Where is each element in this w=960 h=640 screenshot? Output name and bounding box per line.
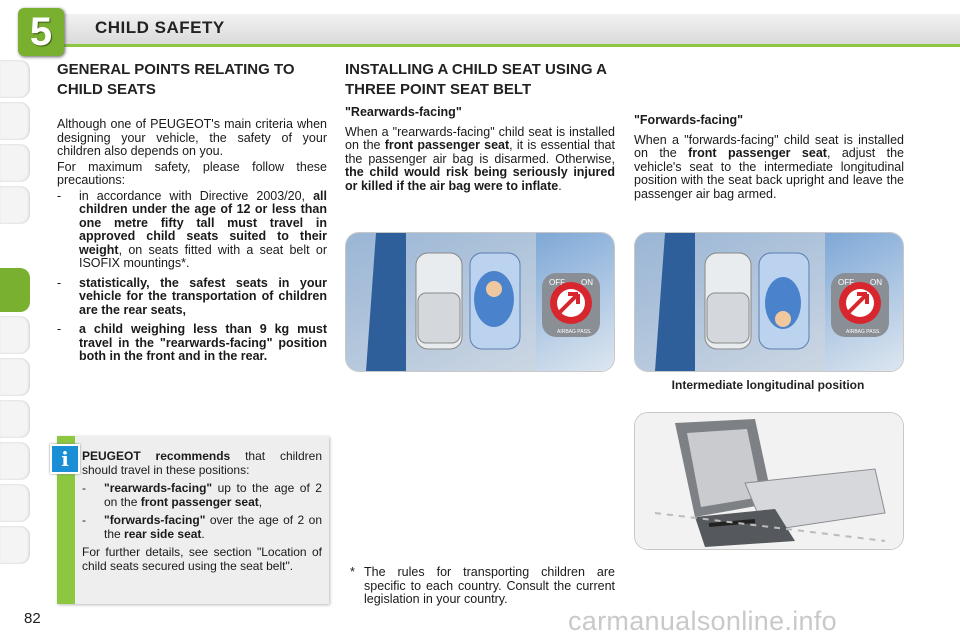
chapter-tab-4[interactable]: [0, 186, 30, 224]
page-number: 82: [24, 610, 41, 627]
forwards-seat-illustration: [634, 232, 904, 372]
footnote-mark: *: [350, 565, 355, 579]
chapter-tab-1[interactable]: [0, 60, 30, 98]
info-icon: i: [50, 444, 80, 474]
rearwards-warning: the child would risk being seriously injured or killed if the air bag were to inflate: [345, 165, 615, 193]
forwards-paragraph: [634, 134, 904, 202]
forwards-text-c: , adjust the vehicle's seat to the intermediate longitudinal position with the seat back upright and leave the passenger air bag armed.: [634, 146, 904, 201]
forwards-seat: rear side seat: [124, 526, 202, 541]
general-points-heading: GENERAL POINTS RELATING TO CHILD SEATS: [57, 61, 295, 98]
item1-text-a: in accordance with Directive 2003/20,: [79, 188, 306, 203]
recommends-text: [82, 450, 322, 573]
chapter-tab-3[interactable]: [0, 144, 30, 182]
left-column: [57, 60, 327, 364]
rearwards-text-c: , it is essential that the passenger air bag is disarmed. Otherwise,: [345, 138, 615, 166]
precaution-item-1: - in accordance with Directive 2003/20, all children under the age of 12 or less than one metre fifty tall must travel in approved child seats suited to their weight, on seats fitted with a seat belt or ISOFIX mountings*.: [57, 188, 327, 270]
airbag-on-label-2: ON: [870, 278, 882, 287]
chapter-tab-2[interactable]: [0, 102, 30, 140]
watermark: carmanualsonline.info: [568, 606, 837, 636]
chapter-tab-11[interactable]: [0, 526, 30, 564]
chapter-tab-9[interactable]: [0, 442, 30, 480]
airbag-pass-label-1: AIRBAG PASS.: [557, 329, 592, 335]
item2-text: statistically, the safest seats in your vehicle for the transportation of children are the rear seats,: [79, 275, 327, 317]
chapter-badge: [18, 8, 64, 56]
header-underline: [40, 44, 960, 47]
rearwards-paragraph: When a "rearwards-facing" child seat is installed on the front passenger seat, it is essential that the passenger air bag is disarmed. Otherwise, the child would risk being seriously injured or killed if the air bag were to inflate.: [345, 124, 615, 193]
recommends-lead-bold: PEUGEOT recommends: [82, 449, 231, 463]
chapter-tab-5-active[interactable]: [0, 268, 30, 312]
rearwards-front-seat: front passenger seat: [384, 138, 510, 152]
recommends-lead: [82, 450, 322, 477]
item1-text-bold: all children under the age of 12 or less than one metre fifty tall must travel in approved child seats suited to their weight: [79, 188, 327, 257]
chapter-tab-7[interactable]: [0, 358, 30, 396]
recommend-item-forwards: - "forwards-facing" over the age of 2 on the rear side seat.: [82, 513, 322, 541]
rearwards-text-a: When a "rearwards-facing" child seat is installed on the: [345, 124, 615, 152]
seat-adjustment-illustration: [634, 412, 904, 550]
forwards-subheading: "Forwards-facing": [634, 113, 744, 127]
intermediate-position-caption: Intermediate longitudinal position: [671, 378, 865, 392]
footnote-text: The rules for transporting children are specific to each country. Consult the current legislation in your country.: [364, 565, 615, 606]
recommends-lead-text: that children should travel in these positions:: [82, 449, 322, 477]
installing-heading: INSTALLING A CHILD SEAT USING A THREE POINT SEAT BELT: [345, 61, 607, 98]
item1-text-c: , on seats fitted with a seat belt or ISOFIX mountings*.: [79, 242, 327, 270]
airbag-pass-label-2: AIRBAG PASS.: [846, 329, 881, 335]
rearwards-seat-illustration: [345, 232, 615, 372]
precautions-intro: For maximum safety, please follow these precautions:: [57, 159, 327, 187]
chapter-number: 5: [29, 10, 53, 54]
chapter-tab-10[interactable]: [0, 484, 30, 522]
item3-text: a child weighing less than 9 kg must travel in the "rearwards-facing" position both in the front and in the rear.: [79, 322, 327, 363]
footnote-text-wrapper: [350, 566, 615, 607]
forwards-front-seat: front passenger seat: [688, 146, 827, 160]
airbag-off-label-2: OFF: [838, 278, 854, 287]
precaution-item-2: - statistically, the safest seats in your vehicle for the transportation of children are the rear seats,: [57, 275, 327, 317]
forwards-text-a: When a "forwards-facing" child seat is installed on the: [634, 132, 904, 160]
right-column: [634, 114, 904, 201]
precaution-item-3: - a child weighing less than 9 kg must travel in the "rearwards-facing" position both in the front and in the rear.: [57, 322, 327, 363]
footnote: [350, 566, 615, 607]
airbag-on-label-1: ON: [581, 278, 593, 287]
airbag-off-label-1: OFF: [549, 278, 565, 287]
chapter-tab-6[interactable]: [0, 316, 30, 354]
rearwards-label: "rearwards-facing": [104, 481, 213, 495]
recommends-further: For further details, see section "Location of child seats secured using the seat belt".: [82, 545, 322, 573]
recommend-item-rearwards: - "rearwards-facing" up to the age of 2 on the front passenger seat,: [82, 481, 322, 509]
rearwards-seat: front passenger seat: [140, 494, 259, 509]
rearwards-text: up to the age of 2 on the: [104, 481, 322, 509]
rearwards-subheading: "Rearwards-facing": [345, 105, 462, 119]
middle-column: [345, 60, 615, 193]
forwards-text: over the age of 2 on the: [104, 513, 322, 541]
forwards-label: "forwards-facing": [104, 513, 206, 527]
chapter-tab-8[interactable]: [0, 400, 30, 438]
chapter-title: CHILD SAFETY: [95, 18, 225, 37]
intro-paragraph: Although one of PEUGEOT's main criteria when designing your vehicle, the safety of your children also depends on you.: [57, 117, 327, 158]
